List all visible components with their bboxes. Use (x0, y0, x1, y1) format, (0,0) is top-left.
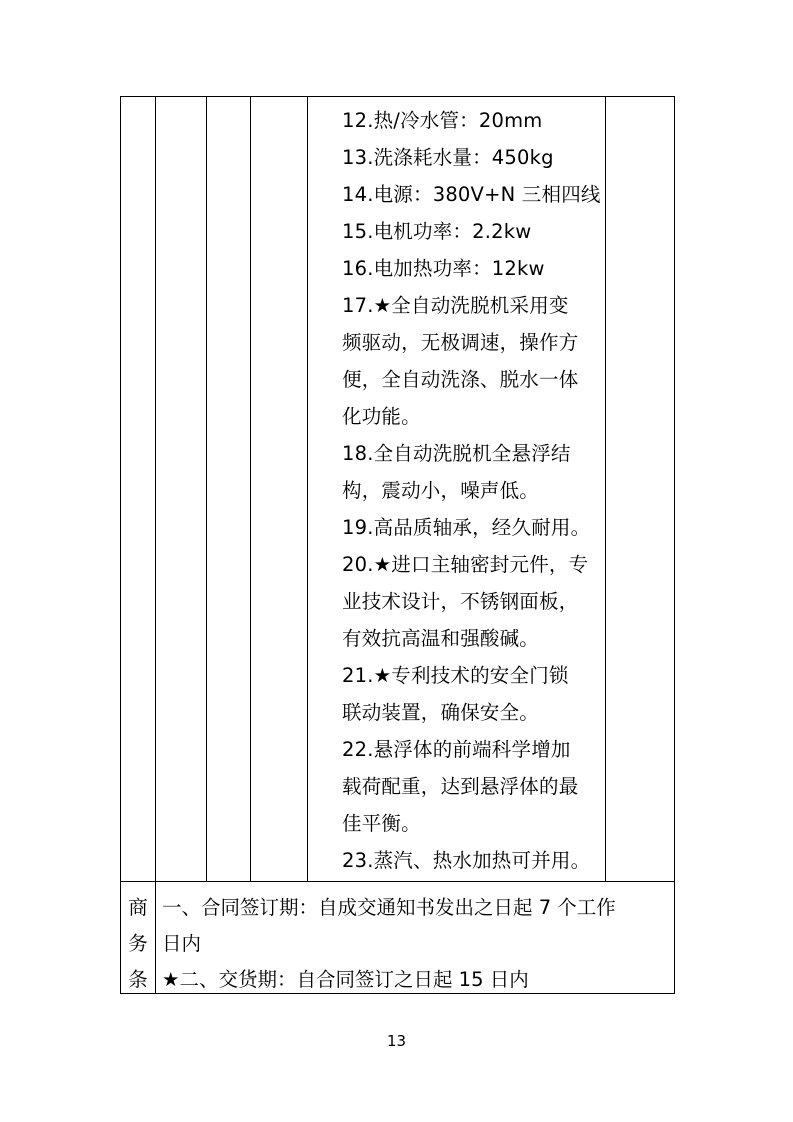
table-right-border (674, 96, 675, 994)
spec-item: 化功能。 (342, 405, 421, 428)
table-left-border (120, 96, 121, 994)
table-column-divider-3 (250, 96, 251, 882)
spec-item: 14.电源：380V+N 三相四线 (342, 183, 601, 206)
business-terms-label (126, 890, 150, 998)
spec-item: 构，震动小，噪声低。 (342, 479, 540, 502)
business-terms-label-char: 条 (128, 968, 148, 991)
business-terms-line: 日内 (162, 932, 202, 955)
spec-item: 频驱动，无极调速，操作方 (342, 331, 579, 354)
business-terms-line: ★二、交货期：自合同签订之日起 15 日内 (162, 968, 529, 991)
page-number: 13 (386, 1032, 407, 1050)
spec-item: 17.★全自动洗脱机采用变 (342, 294, 569, 317)
table-column-divider-1 (155, 96, 156, 994)
spec-item: 15.电机功率：2.2kw (342, 220, 532, 243)
spec-item: 18.全自动洗脱机全悬浮结 (342, 442, 571, 465)
spec-item: 12.热/冷水管：20mm (342, 109, 543, 132)
table-section-divider (120, 881, 675, 882)
table-column-divider-4 (307, 96, 308, 882)
business-terms-label-char: 务 (128, 932, 148, 955)
spec-item: 13.洗涤耗水量：450kg (342, 146, 554, 169)
spec-item: 有效抗高温和强酸碱。 (342, 627, 540, 650)
spec-item: 20.★进口主轴密封元件，专 (342, 553, 589, 576)
table-top-border (120, 96, 675, 97)
spec-item: 19.高品质轴承，经久耐用。 (342, 516, 591, 539)
spec-item: 佳平衡。 (342, 812, 421, 835)
spec-item: 16.电加热功率：12kw (342, 257, 545, 280)
spec-item: 联动装置，确保安全。 (342, 701, 540, 724)
business-terms-line: 一、合同签订期：自成交通知书发出之日起 7 个工作 (162, 896, 616, 919)
table-column-divider-2 (206, 96, 207, 882)
spec-item: 23.蒸汽、热水加热可并用。 (342, 849, 591, 872)
spec-item: 载荷配重，达到悬浮体的最 (342, 775, 579, 798)
spec-item: 业技术设计，不锈钢面板， (342, 590, 579, 613)
business-terms-text (162, 890, 672, 998)
spec-list (342, 102, 602, 879)
spec-item: 22.悬浮体的前端科学增加 (342, 738, 571, 761)
table-column-divider-5 (605, 96, 606, 882)
business-terms-label-char: 商 (128, 896, 148, 919)
spec-item: 21.★专利技术的安全门锁 (342, 664, 569, 687)
spec-item: 便，全自动洗涤、脱水一体 (342, 368, 579, 391)
